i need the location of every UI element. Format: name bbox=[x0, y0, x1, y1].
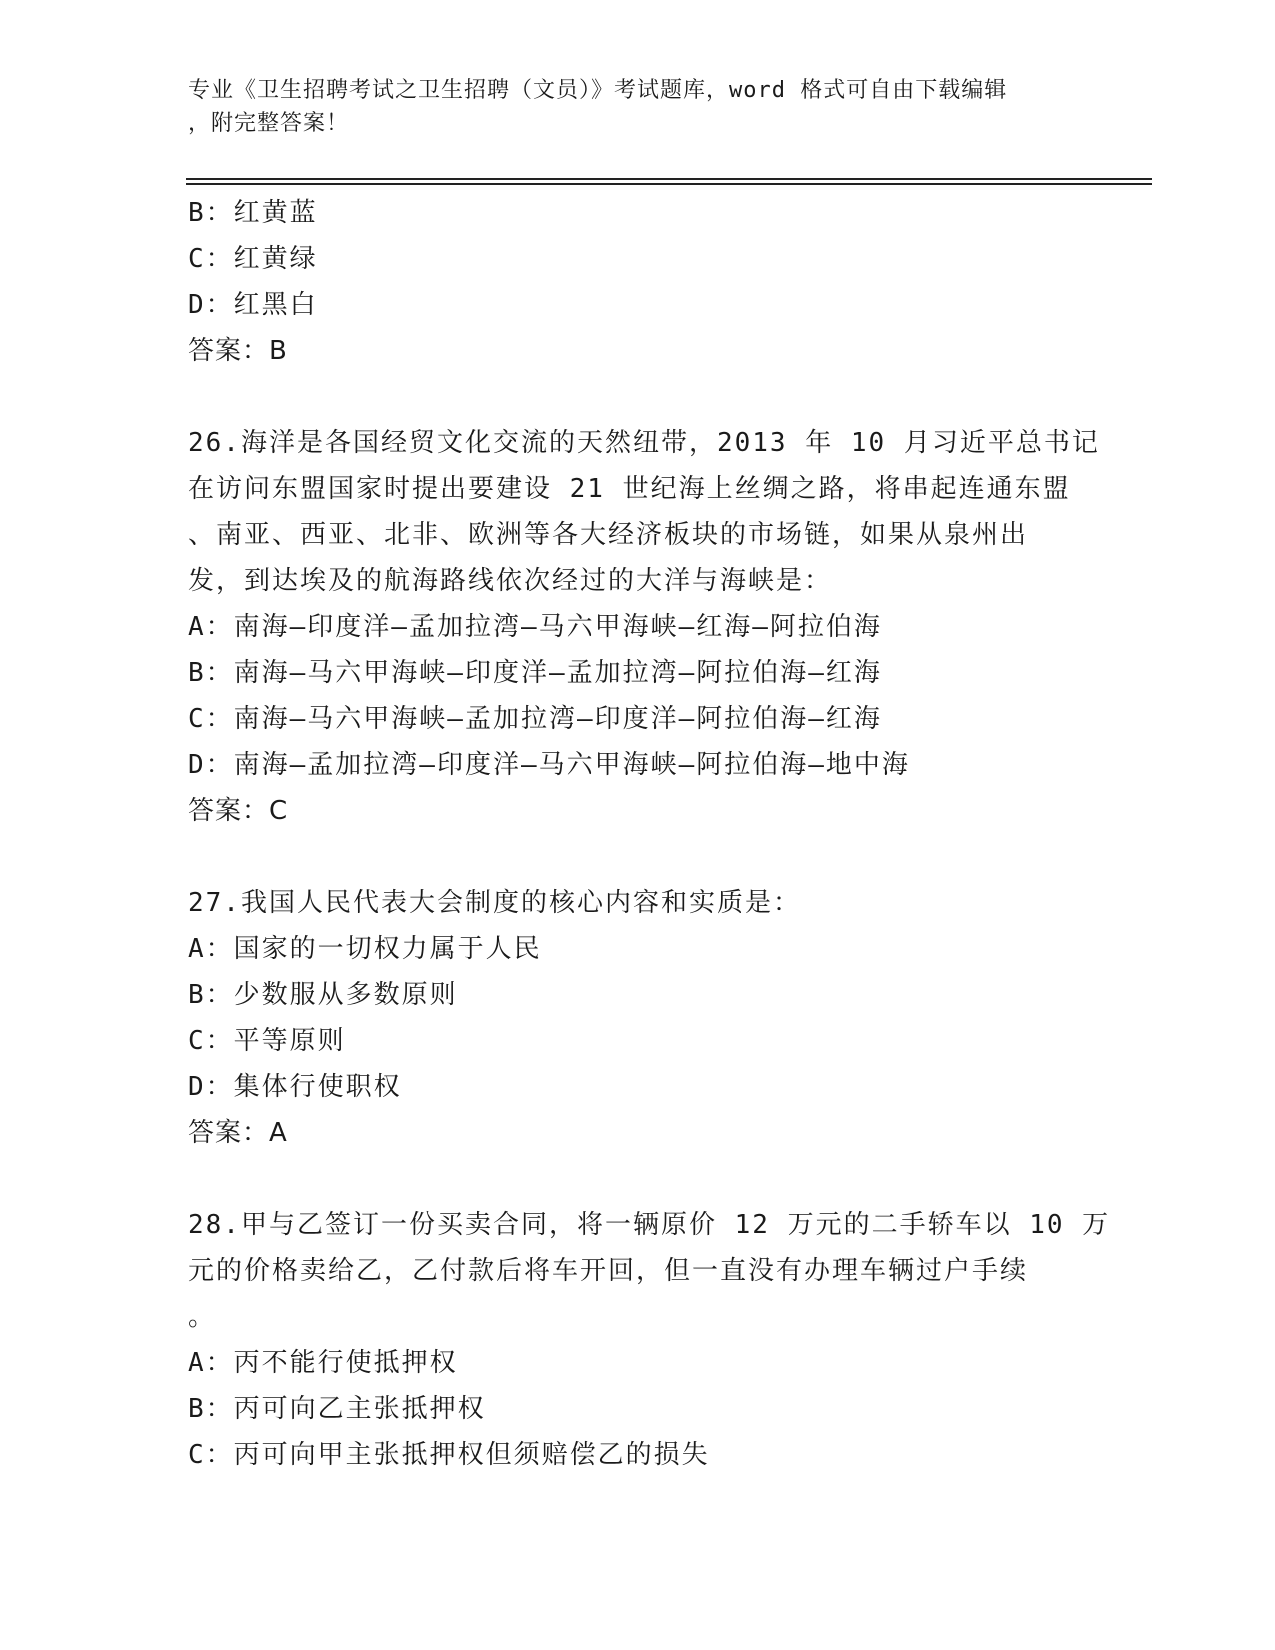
answer-line: 答案：B bbox=[188, 336, 288, 366]
header-line-2: ，附完整答案！ bbox=[188, 111, 350, 136]
option-c: C：南海—马六甲海峡—孟加拉湾—印度洋—阿拉伯海—红海 bbox=[188, 704, 882, 734]
question-text-line: 发，到达埃及的航海路线依次经过的大洋与海峡是： bbox=[188, 566, 833, 596]
option-a: A：国家的一切权力属于人民 bbox=[188, 934, 542, 964]
question-25-continuation bbox=[188, 190, 1088, 374]
question-text-line: 在访问东盟国家时提出要建设 21 世纪海上丝绸之路，将串起连通东盟 bbox=[188, 474, 1071, 504]
spacer bbox=[188, 1156, 1088, 1202]
option-b: B：南海—马六甲海峡—印度洋—孟加拉湾—阿拉伯海—红海 bbox=[188, 658, 882, 688]
spacer bbox=[188, 374, 1088, 420]
header-rule-top bbox=[186, 178, 1152, 180]
option-a: A：丙不能行使抵押权 bbox=[188, 1348, 458, 1378]
spacer bbox=[188, 834, 1088, 880]
option-b: B：丙可向乙主张抵押权 bbox=[188, 1394, 486, 1424]
option-b: B：少数服从多数原则 bbox=[188, 980, 458, 1010]
option-d: D：南海—孟加拉湾—印度洋—马六甲海峡—阿拉伯海—地中海 bbox=[188, 750, 910, 780]
header-rule-bottom bbox=[186, 183, 1152, 185]
question-list bbox=[188, 190, 1111, 1478]
page-header bbox=[188, 74, 1068, 140]
question-text-line: 、南亚、西亚、北非、欧洲等各大经济板块的市场链，如果从泉州出 bbox=[188, 520, 1029, 550]
question-text-line: 28.甲与乙签订一份买卖合同，将一辆原价 12 万元的二手轿车以 10 万 bbox=[188, 1210, 1111, 1240]
option-d: D：红黑白 bbox=[188, 290, 318, 320]
option-d: D：集体行使职权 bbox=[188, 1072, 402, 1102]
option-a: A：南海—印度洋—孟加拉湾—马六甲海峡—红海—阿拉伯海 bbox=[188, 612, 882, 642]
option-c: C：平等原则 bbox=[188, 1026, 346, 1056]
option-b: B：红黄蓝 bbox=[188, 198, 318, 228]
question-27 bbox=[188, 880, 1088, 1156]
question-text-line: 27.我国人民代表大会制度的核心内容和实质是： bbox=[188, 888, 801, 918]
header-line-1: 专业《卫生招聘考试之卫生招聘（文员）》考试题库，word 格式可自由下载编辑 bbox=[188, 78, 1008, 103]
question-text-line: 元的价格卖给乙，乙付款后将车开回，但一直没有办理车辆过户手续 bbox=[188, 1256, 1029, 1286]
question-28 bbox=[188, 1202, 1111, 1478]
option-c: C：丙可向甲主张抵押权但须赔偿乙的损失 bbox=[188, 1440, 710, 1470]
question-text-line: 。 bbox=[188, 1302, 217, 1332]
answer-line: 答案：A bbox=[188, 1118, 288, 1148]
question-26 bbox=[188, 420, 1100, 834]
answer-line: 答案：C bbox=[188, 796, 289, 826]
option-c: C：红黄绿 bbox=[188, 244, 318, 274]
question-text-line: 26.海洋是各国经贸文化交流的天然纽带，2013 年 10 月习近平总书记 bbox=[188, 428, 1100, 458]
